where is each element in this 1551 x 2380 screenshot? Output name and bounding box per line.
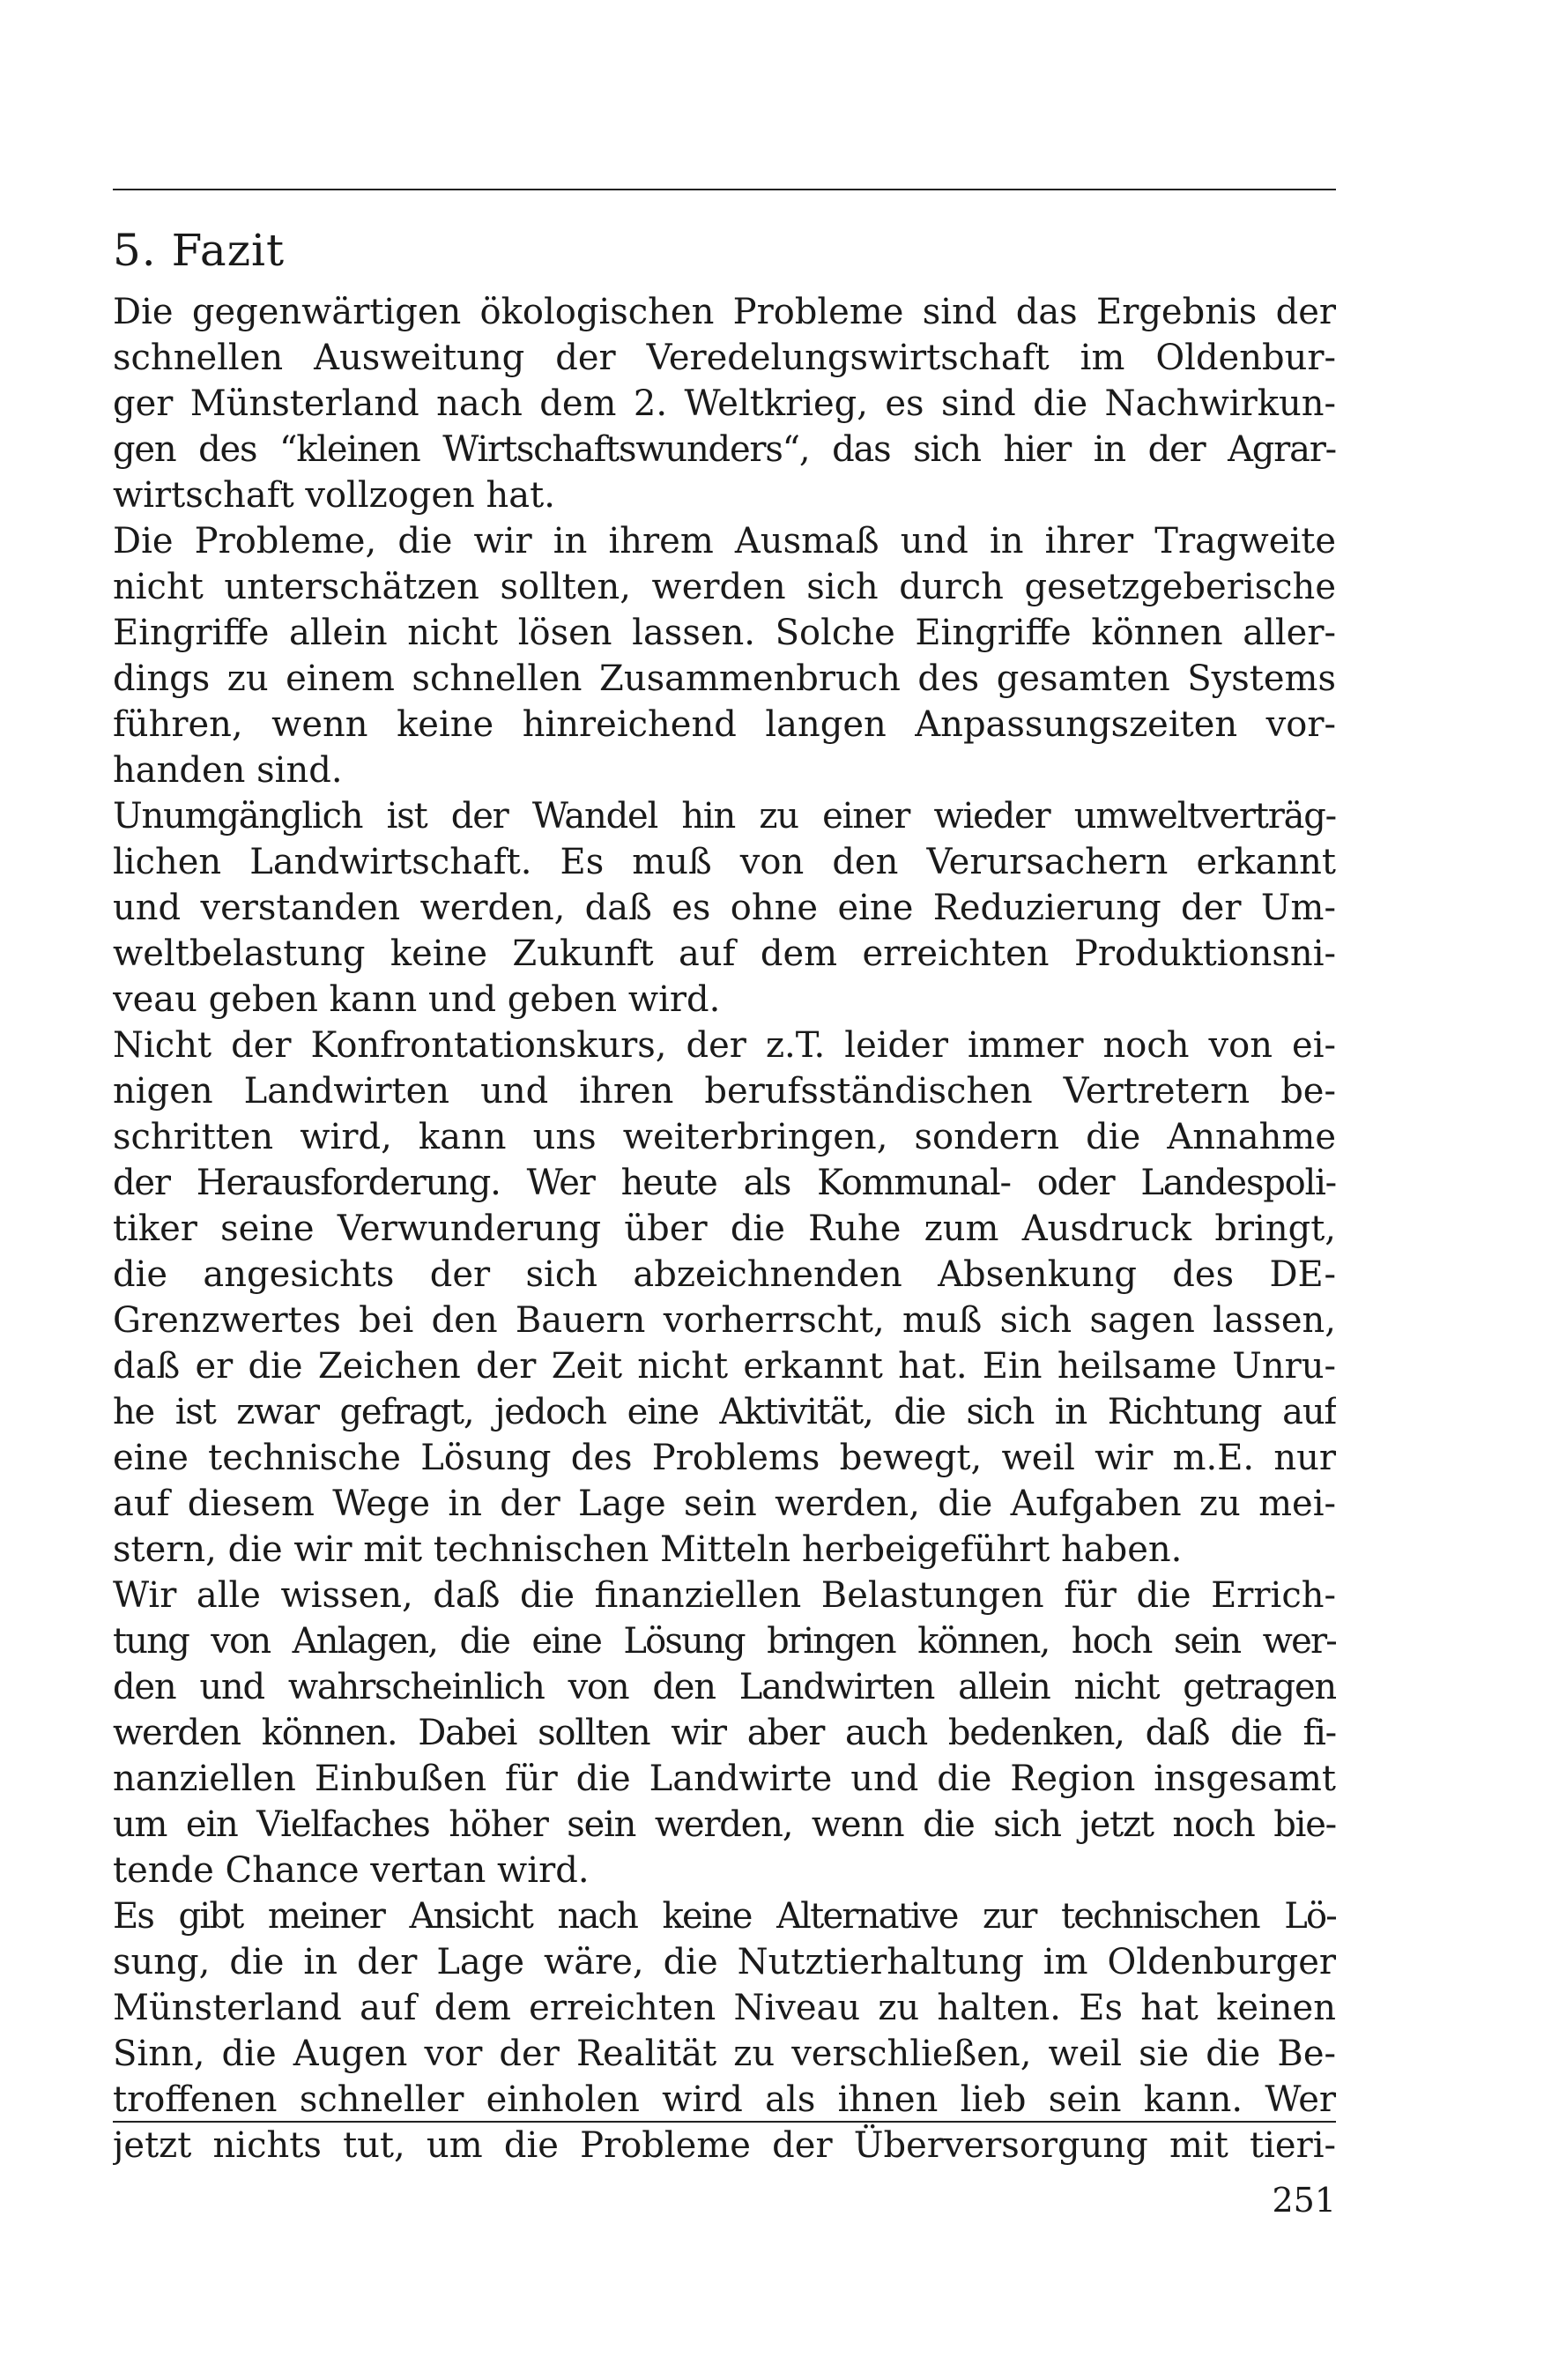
text-line: eine technische Lösung des Problems bewegt, weil wir m.E. nur [113, 1438, 1336, 1478]
text-line: Münsterland auf dem erreichten Niveau zu halten. Es hat keinen [113, 1988, 1336, 2028]
text-line: um ein Vielfaches höher sein werden, wenn die sich jetzt noch bie- [113, 1804, 1336, 1845]
text-line: dings zu einem schnellen Zusammenbruch des gesamten Systems [113, 658, 1336, 699]
text-line: den und wahrscheinlich von den Landwirten allein nicht getragen [113, 1667, 1336, 1707]
text-line: tende Chance vertan wird. [113, 1850, 590, 1891]
text-line: schritten wird, kann uns weiterbringen, sondern die Annahme [113, 1117, 1336, 1157]
text-line: daß er die Zeichen der Zeit nicht erkannt hat. Ein heilsame Unru- [113, 1346, 1336, 1387]
text-line: he ist zwar gefragt, jedoch eine Aktivität, die sich in Richtung auf [113, 1392, 1336, 1432]
text-line: führen, wenn keine hinreichend langen Anpassungszeiten vor- [113, 704, 1336, 745]
text-line: nigen Landwirten und ihren berufsständischen Vertretern be- [113, 1071, 1336, 1112]
text-line: Nicht der Konfrontationskurs, der z.T. leider immer noch von ei- [113, 1025, 1336, 1066]
body-text [113, 289, 1336, 2168]
text-line: nanziellen Einbußen für die Landwirte und die Region insgesamt [113, 1759, 1336, 1799]
text-line: handen sind. [113, 750, 343, 791]
text-line: Sinn, die Augen vor der Realität zu verschließen, weil sie die Be- [113, 2034, 1336, 2074]
text-line: troffenen schneller einholen wird als ihnen lieb sein kann. Wer [113, 2079, 1336, 2120]
text-line: Wir alle wissen, daß die finanziellen Belastungen für die Errich- [113, 1575, 1336, 1616]
text-line: wirtschaft vollzogen hat. [113, 475, 555, 516]
text-line: der Herausforderung. Wer heute als Kommunal- oder Landespoli- [113, 1163, 1336, 1203]
text-line: nicht unterschätzen sollten, werden sich durch gesetzgeberische [113, 567, 1336, 607]
text-line: ger Münsterland nach dem 2. Weltkrieg, es sind die Nachwirkun- [113, 383, 1336, 424]
text-line: veau geben kann und geben wird. [113, 979, 721, 1020]
page-number: 251 [1272, 2181, 1336, 2220]
text-line: lichen Landwirtschaft. Es muß von den Verursachern erkannt [113, 842, 1336, 882]
text-line: schnellen Ausweitung der Veredelungswirtschaft im Oldenbur- [113, 338, 1336, 378]
text-line: gen des “kleinen Wirtschaftswunders“, das sich hier in der Agrar- [113, 429, 1336, 470]
text-line: stern, die wir mit technischen Mitteln herbeigeführt haben. [113, 1529, 1183, 1570]
text-line: sung, die in der Lage wäre, die Nutztierhaltung im Oldenburger [113, 1942, 1336, 1982]
text-line: Grenzwertes bei den Bauern vorherrscht, muß sich sagen lassen, [113, 1300, 1336, 1341]
text-line: jetzt nichts tut, um die Probleme der Überversorgung mit tieri- [113, 2125, 1336, 2166]
text-line: die angesichts der sich abzeichnenden Absenkung des DE- [113, 1254, 1336, 1295]
text-line: auf diesem Wege in der Lage sein werden, die Aufgaben zu mei- [113, 1484, 1336, 1524]
text-line: weltbelastung keine Zukunft auf dem erreichten Produktionsni- [113, 933, 1336, 974]
text-line: Es gibt meiner Ansicht nach keine Alternative zur technischen Lö- [113, 1896, 1336, 1937]
top-rule [113, 189, 1336, 190]
text-line: und verstanden werden, daß es ohne eine Reduzierung der Um- [113, 888, 1336, 928]
text-line: Die Probleme, die wir in ihrem Ausmaß und in ihrer Tragweite [113, 521, 1336, 562]
bottom-rule [113, 2121, 1336, 2123]
section-heading: 5. Fazit [113, 225, 286, 276]
text-line: tiker seine Verwunderung über die Ruhe zum Ausdruck bringt, [113, 1209, 1336, 1249]
text-line: werden können. Dabei sollten wir aber auch bedenken, daß die fi- [113, 1713, 1336, 1753]
text-line: Eingriffe allein nicht lösen lassen. Solche Eingriffe können aller- [113, 613, 1336, 653]
text-line: Unumgänglich ist der Wandel hin zu einer wieder umweltverträg- [113, 796, 1336, 837]
text-line: Die gegenwärtigen ökologischen Probleme sind das Ergebnis der [113, 292, 1336, 332]
text-line: tung von Anlagen, die eine Lösung bringen können, hoch sein wer- [113, 1621, 1336, 1662]
